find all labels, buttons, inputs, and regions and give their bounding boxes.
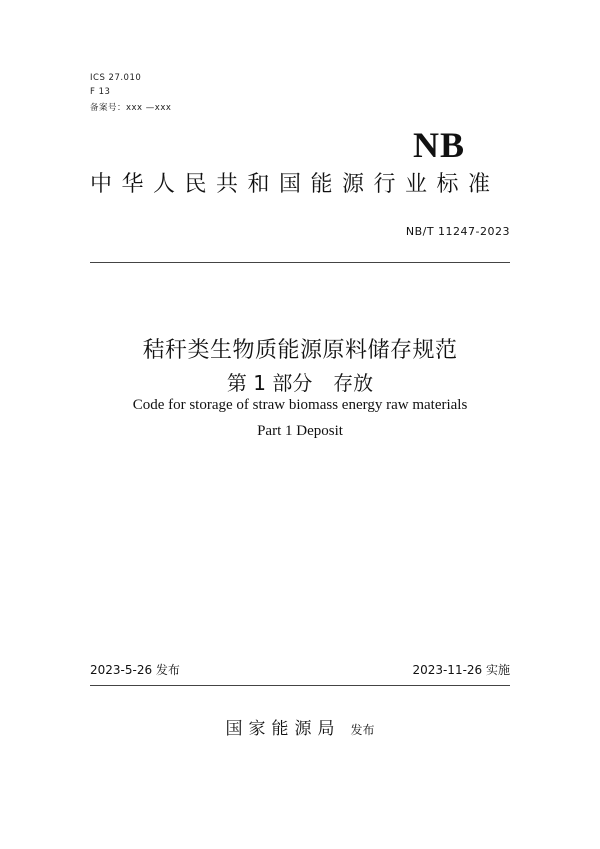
part-title-chinese <box>0 367 600 396</box>
title-chinese: 秸秆类生物质能源原料储存规范 <box>142 338 458 363</box>
bottom-divider <box>90 685 510 686</box>
issuer-line <box>0 714 600 739</box>
top-divider <box>90 262 510 263</box>
issue-date: 2023-5-26 发布 <box>90 663 180 677</box>
nb-logo: NB <box>412 125 465 165</box>
part-title-english: Part 1 Deposit <box>257 423 343 439</box>
ics-code: ICS 27.010 <box>90 73 142 83</box>
issuer-name: 国家能源局 <box>225 719 341 739</box>
issuer-suffix: 发布 <box>350 723 375 737</box>
title-english: Code for storage of straw biomass energy raw materials <box>132 397 468 413</box>
implementation-date: 2023-11-26 实施 <box>412 663 510 677</box>
ccs-code: F 13 <box>90 87 111 97</box>
filing-number: 备案号：xxx —xxx <box>90 103 172 113</box>
part-name-chinese: 存放 <box>333 371 374 395</box>
standard-number: NB/T 11247-2023 <box>405 225 510 238</box>
standard-type: 中华人民共和国能源行业标准 <box>90 172 500 197</box>
part-number-chinese: 第 1 部分 <box>226 371 313 395</box>
